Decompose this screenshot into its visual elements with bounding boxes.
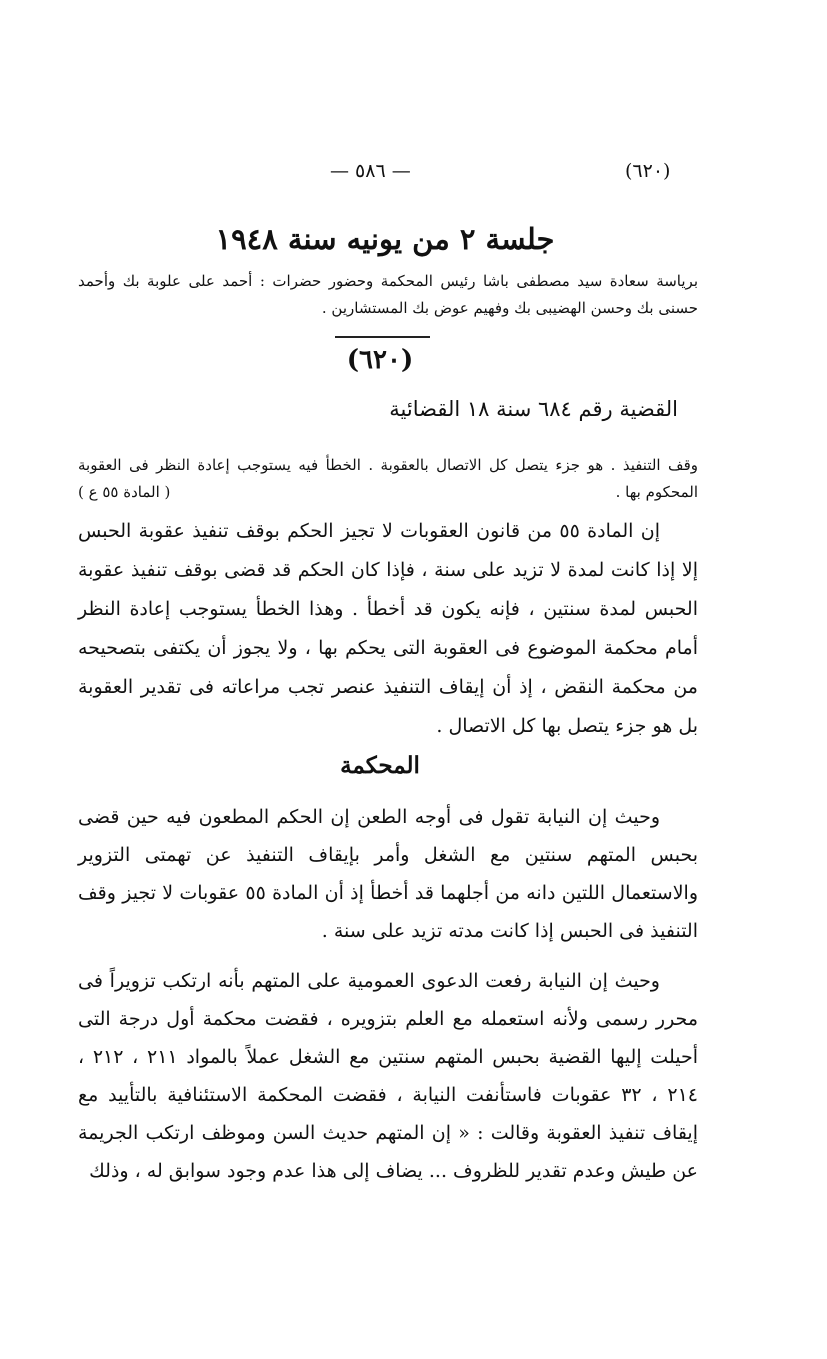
reasoning-paragraph-2: وحيث إن النيابة رفعت الدعوى العمومية على المتهم بأنه ارتكب تزويراً فى محرر رسمى ولأنه استعمله مع العلم بتزويره ، فقضت محكمة أول درجة التى أحيلت إليها القضية بحبس المتهم سنتين مع الشغل عملاً بالمواد ٢١١ ، ٢١٢ ، ٢١٤ ، ٣٢ عقوبات فاستأنفت النيابة ، فقضت المحكمة الاستئنافية بالتأييد مع إيقاف تنفيذ العقوبة وقالت : « إن المتهم حديث السن وموظف ارتكب الجريمة عن طيش وعدم تقدير للظروف ... يضاف إلى هذا عدم وجود سوابق له ، وذلك [78,970,699,1182]
article-reference: ( المادة ٥٥ ع ) [78,483,171,501]
session-title: جلسة ٢ من يونيه سنة ١٩٤٨ [215,222,555,256]
ruling-summary [78,452,698,506]
court-composition: برياسة سعادة سيد مصطفى باشا رئيس المحكمة وحضور حضرات : أحمد على علوبة بك وأحمد حسنى بك وحسن الهضيبى بك وفهيم عوض بك المستشارين . [78,272,698,317]
reasoning-paragraph-1: وحيث إن النيابة تقول فى أوجه الطعن إن الحكم المطعون فيه حين قضى بحبس المتهم سنتين مع الشغل وأمر بإيقاف التنفيذ عن تهمتى التزوير والاستعمال اللتين دانه من أجلهما قد أخطأ إذ أن المادة ٥٥ عقوبات لا تجيز وقف التنفيذ فى الحبس إذا كانت مدته تزيد على سنة . [78,806,698,942]
court-reasoning [78,798,698,1202]
page-header [80,160,680,190]
header-case-ref: (٦٢٠) [625,160,671,182]
court-heading: المحكمة [340,752,420,779]
divider [335,336,430,338]
principle-paragraph: إن المادة ٥٥ من قانون العقوبات لا تجيز الحكم بوقف تنفيذ عقوبة الحبس إلا إذا كانت لمدة لا تزيد على سنة ، فإذا كان الحكم قد قضى بوقف تنفيذ عقوبة الحبس لمدة سنتين ، فإنه يكون قد أخطأ . وهذا الخطأ يستوجب إعادة النظر أمام محكمة الموضوع فى العقوبة التى يحكم بها ، ولا يجوز أن يكتفى بتصحيحه من محكمة النقض ، إذ أن إيقاف التنفيذ عنصر تجب مراعاته فى تقدير العقوبة بل هو جزء يتصل بها كل الاتصال . [78,520,698,737]
page-number: — ٥٨٦ — [330,160,411,182]
summary-text: وقف التنفيذ . هو جزء يتصل كل الاتصال بالعقوبة . الخطأ فيه يستوجب إعادة النظر فى العقوبة المحكوم بها . [78,456,698,501]
case-number: القضية رقم ٦٨٤ سنة ١٨ القضائية [389,397,678,421]
ruling-number: (٦٢٠) [346,345,414,375]
legal-principle [78,512,698,746]
